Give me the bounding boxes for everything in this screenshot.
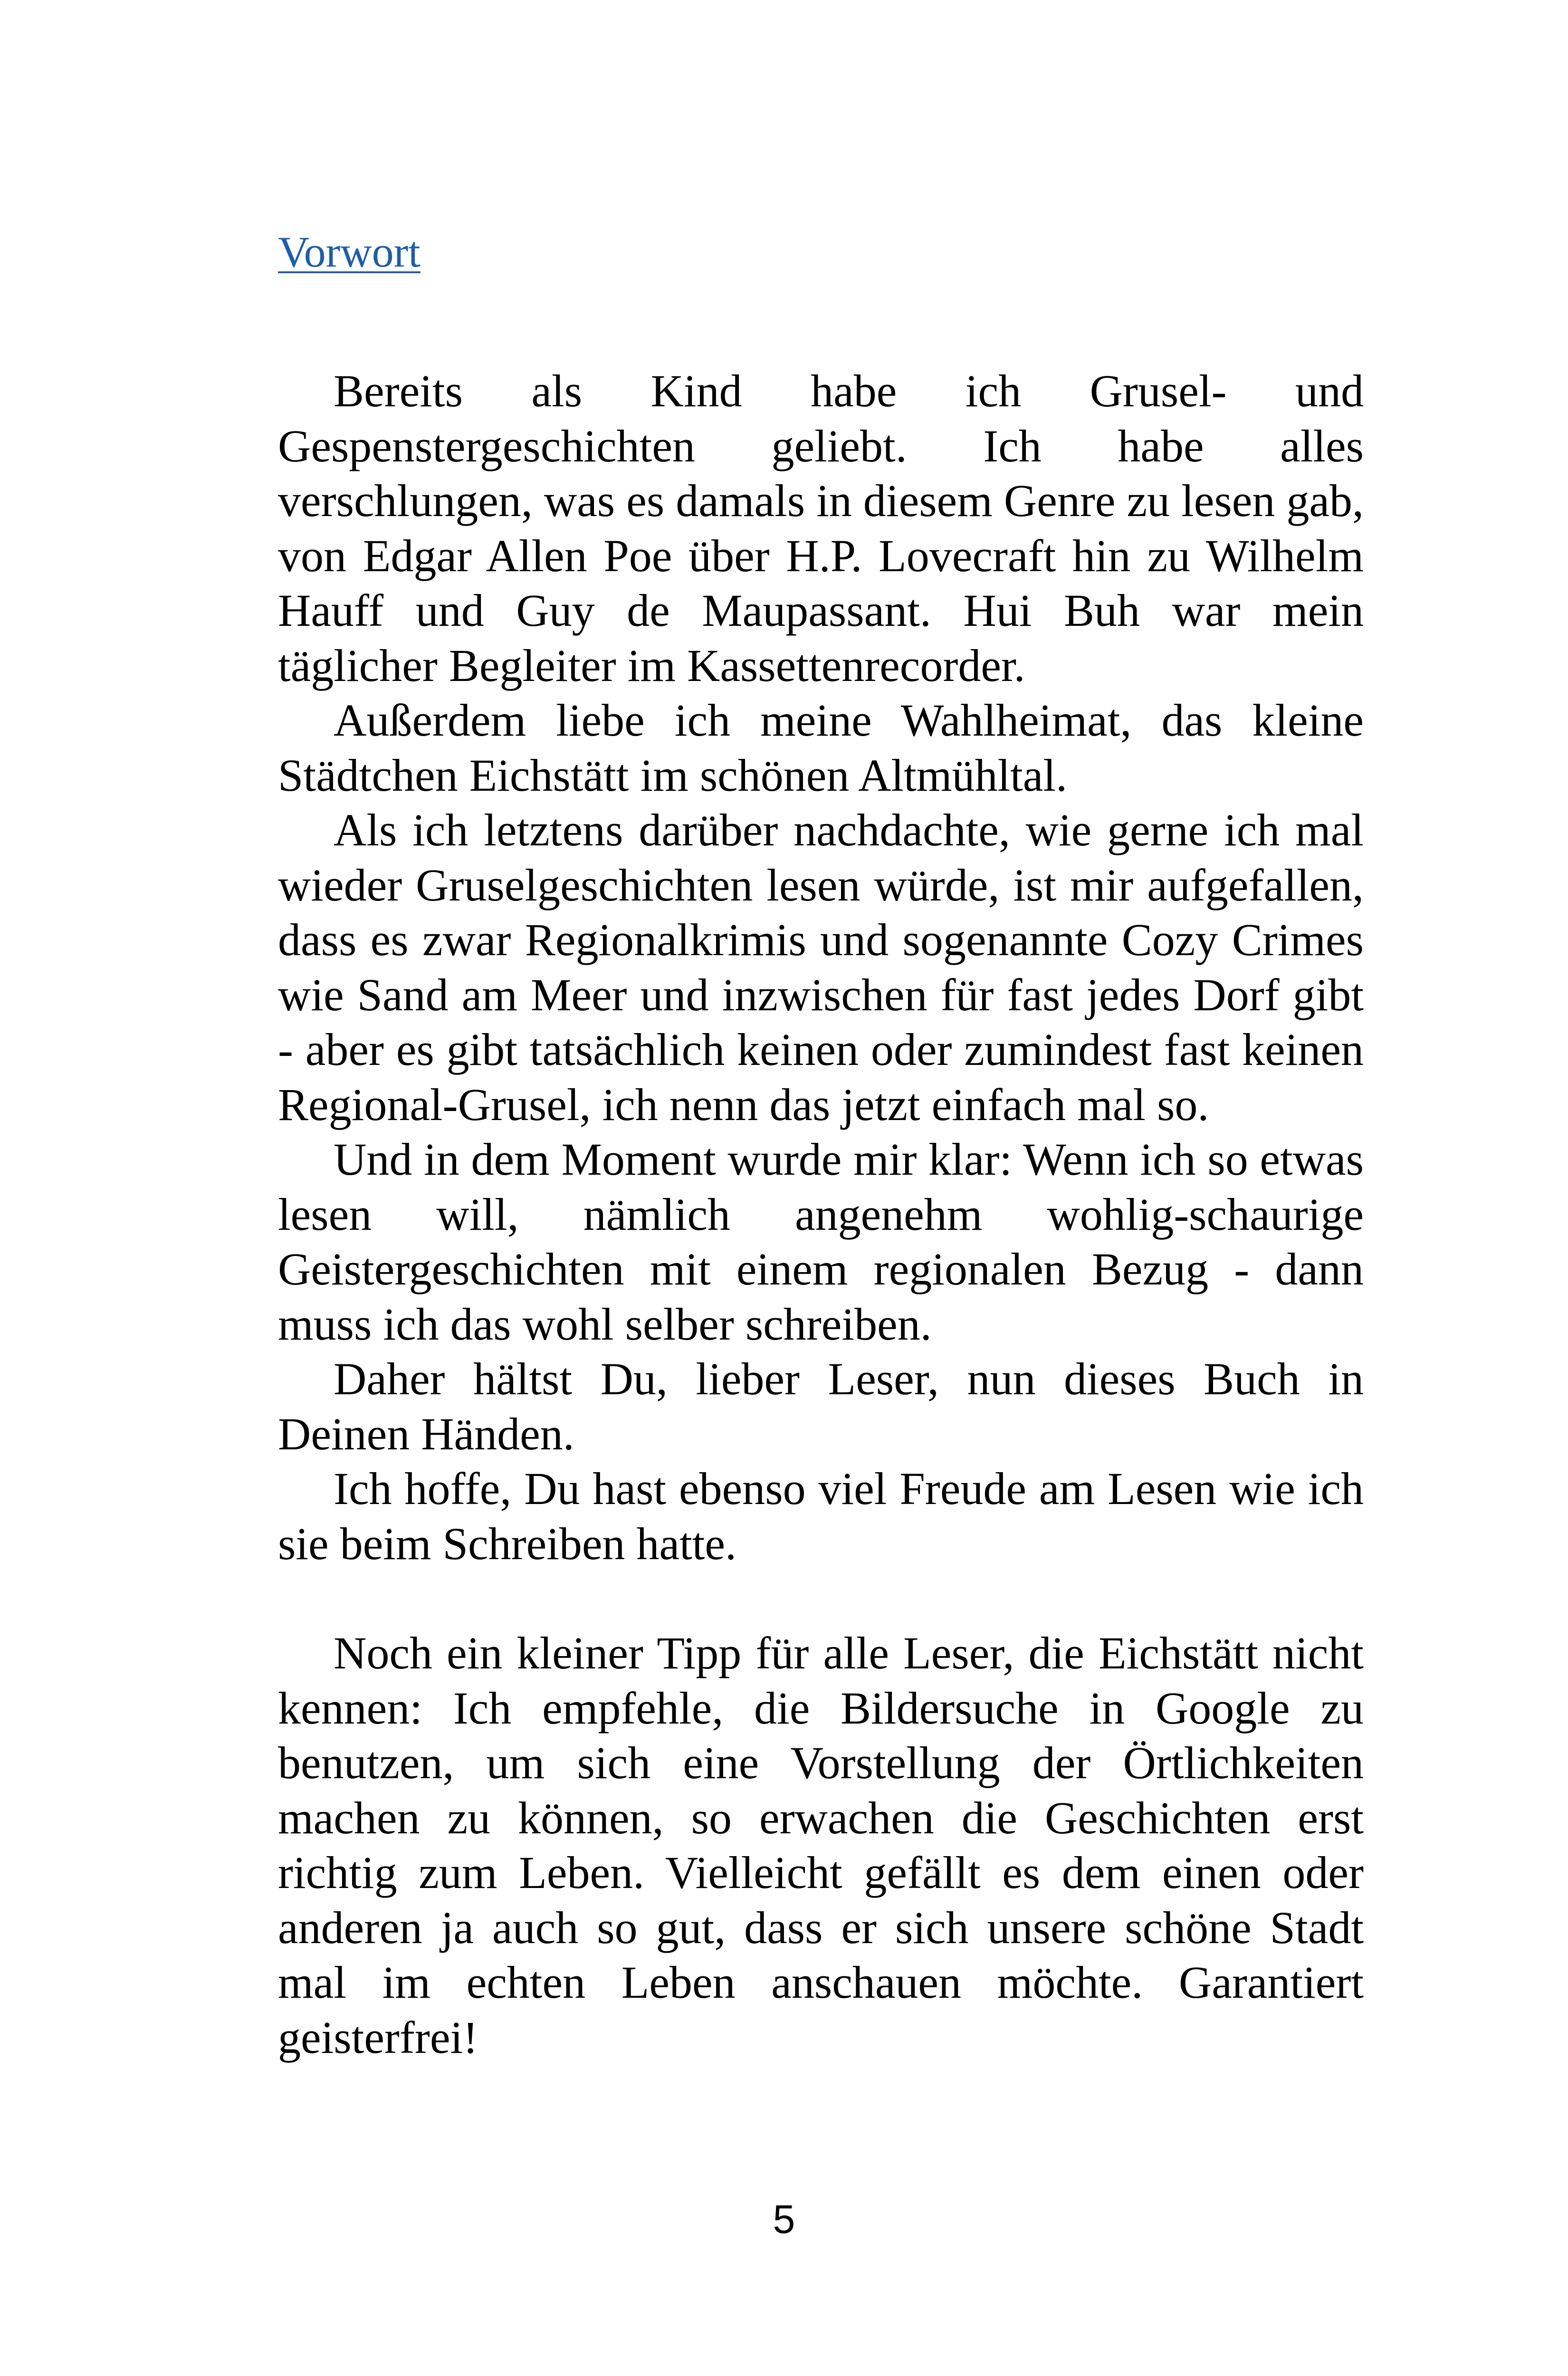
page-number: 5 bbox=[773, 2197, 795, 2242]
paragraph: Daher hältst Du, lieber Leser, nun dieses Buch in Deinen Händen. bbox=[278, 1353, 1364, 1459]
paragraph: Außerdem liebe ich meine Wahlheimat, das kleine Städtchen Eichstätt im schönen Altmühltal. bbox=[278, 695, 1364, 801]
paragraph: Und in dem Moment wurde mir klar: Wenn ich so etwas lesen will, nämlich angenehm wohlig-schaurige Geistergeschichten mit einem regionalen Bezug - dann muss ich das wohl selber schreiben. bbox=[278, 1134, 1364, 1350]
chapter-heading-link[interactable]: Vorwort bbox=[278, 228, 421, 276]
paragraph: Als ich letztens darüber nachdachte, wie gerne ich mal wieder Gruselgeschichten lesen würde, ist mir aufgefallen, dass es zwar Regionalkrimis und sogenannte Cozy Crimes wie Sand am Meer und inzwischen für fast jedes Dorf gibt - aber es gibt tatsächlich keinen oder zumindest fast keinen Regional-Grusel, ich nenn das jetzt einfach mal so. bbox=[278, 805, 1364, 1130]
paragraph: Ich hoffe, Du hast ebenso viel Freude am Lesen wie ich sie beim Schreiben hatte. bbox=[278, 1463, 1364, 1569]
paragraph: Bereits als Kind habe ich Grusel- und Gespenstergeschichten geliebt. Ich habe alles verschlungen, was es damals in diesem Genre zu lesen gab, von Edgar Allen Poe über H.P. Lovecraft hin zu Wilhelm Hauff und Guy de Maupassant. Hui Buh war mein täglicher Begleiter im Kassettenrecorder. bbox=[278, 365, 1364, 691]
paragraph: Noch ein kleiner Tipp für alle Leser, die Eichstätt nicht kennen: Ich empfehle, die Bildersuche in Google zu benutzen, um sich eine Vorstellung der Örtlichkeiten machen zu können, so erwachen die Geschichten erst richtig zum Leben. Vielleicht gefällt es dem einen oder anderen ja auch so gut, dass er sich unsere schöne Stadt mal im echten Leben anschauen möchte. Garantiert geisterfrei! bbox=[278, 1628, 1364, 2063]
chapter-body bbox=[278, 364, 1364, 2065]
